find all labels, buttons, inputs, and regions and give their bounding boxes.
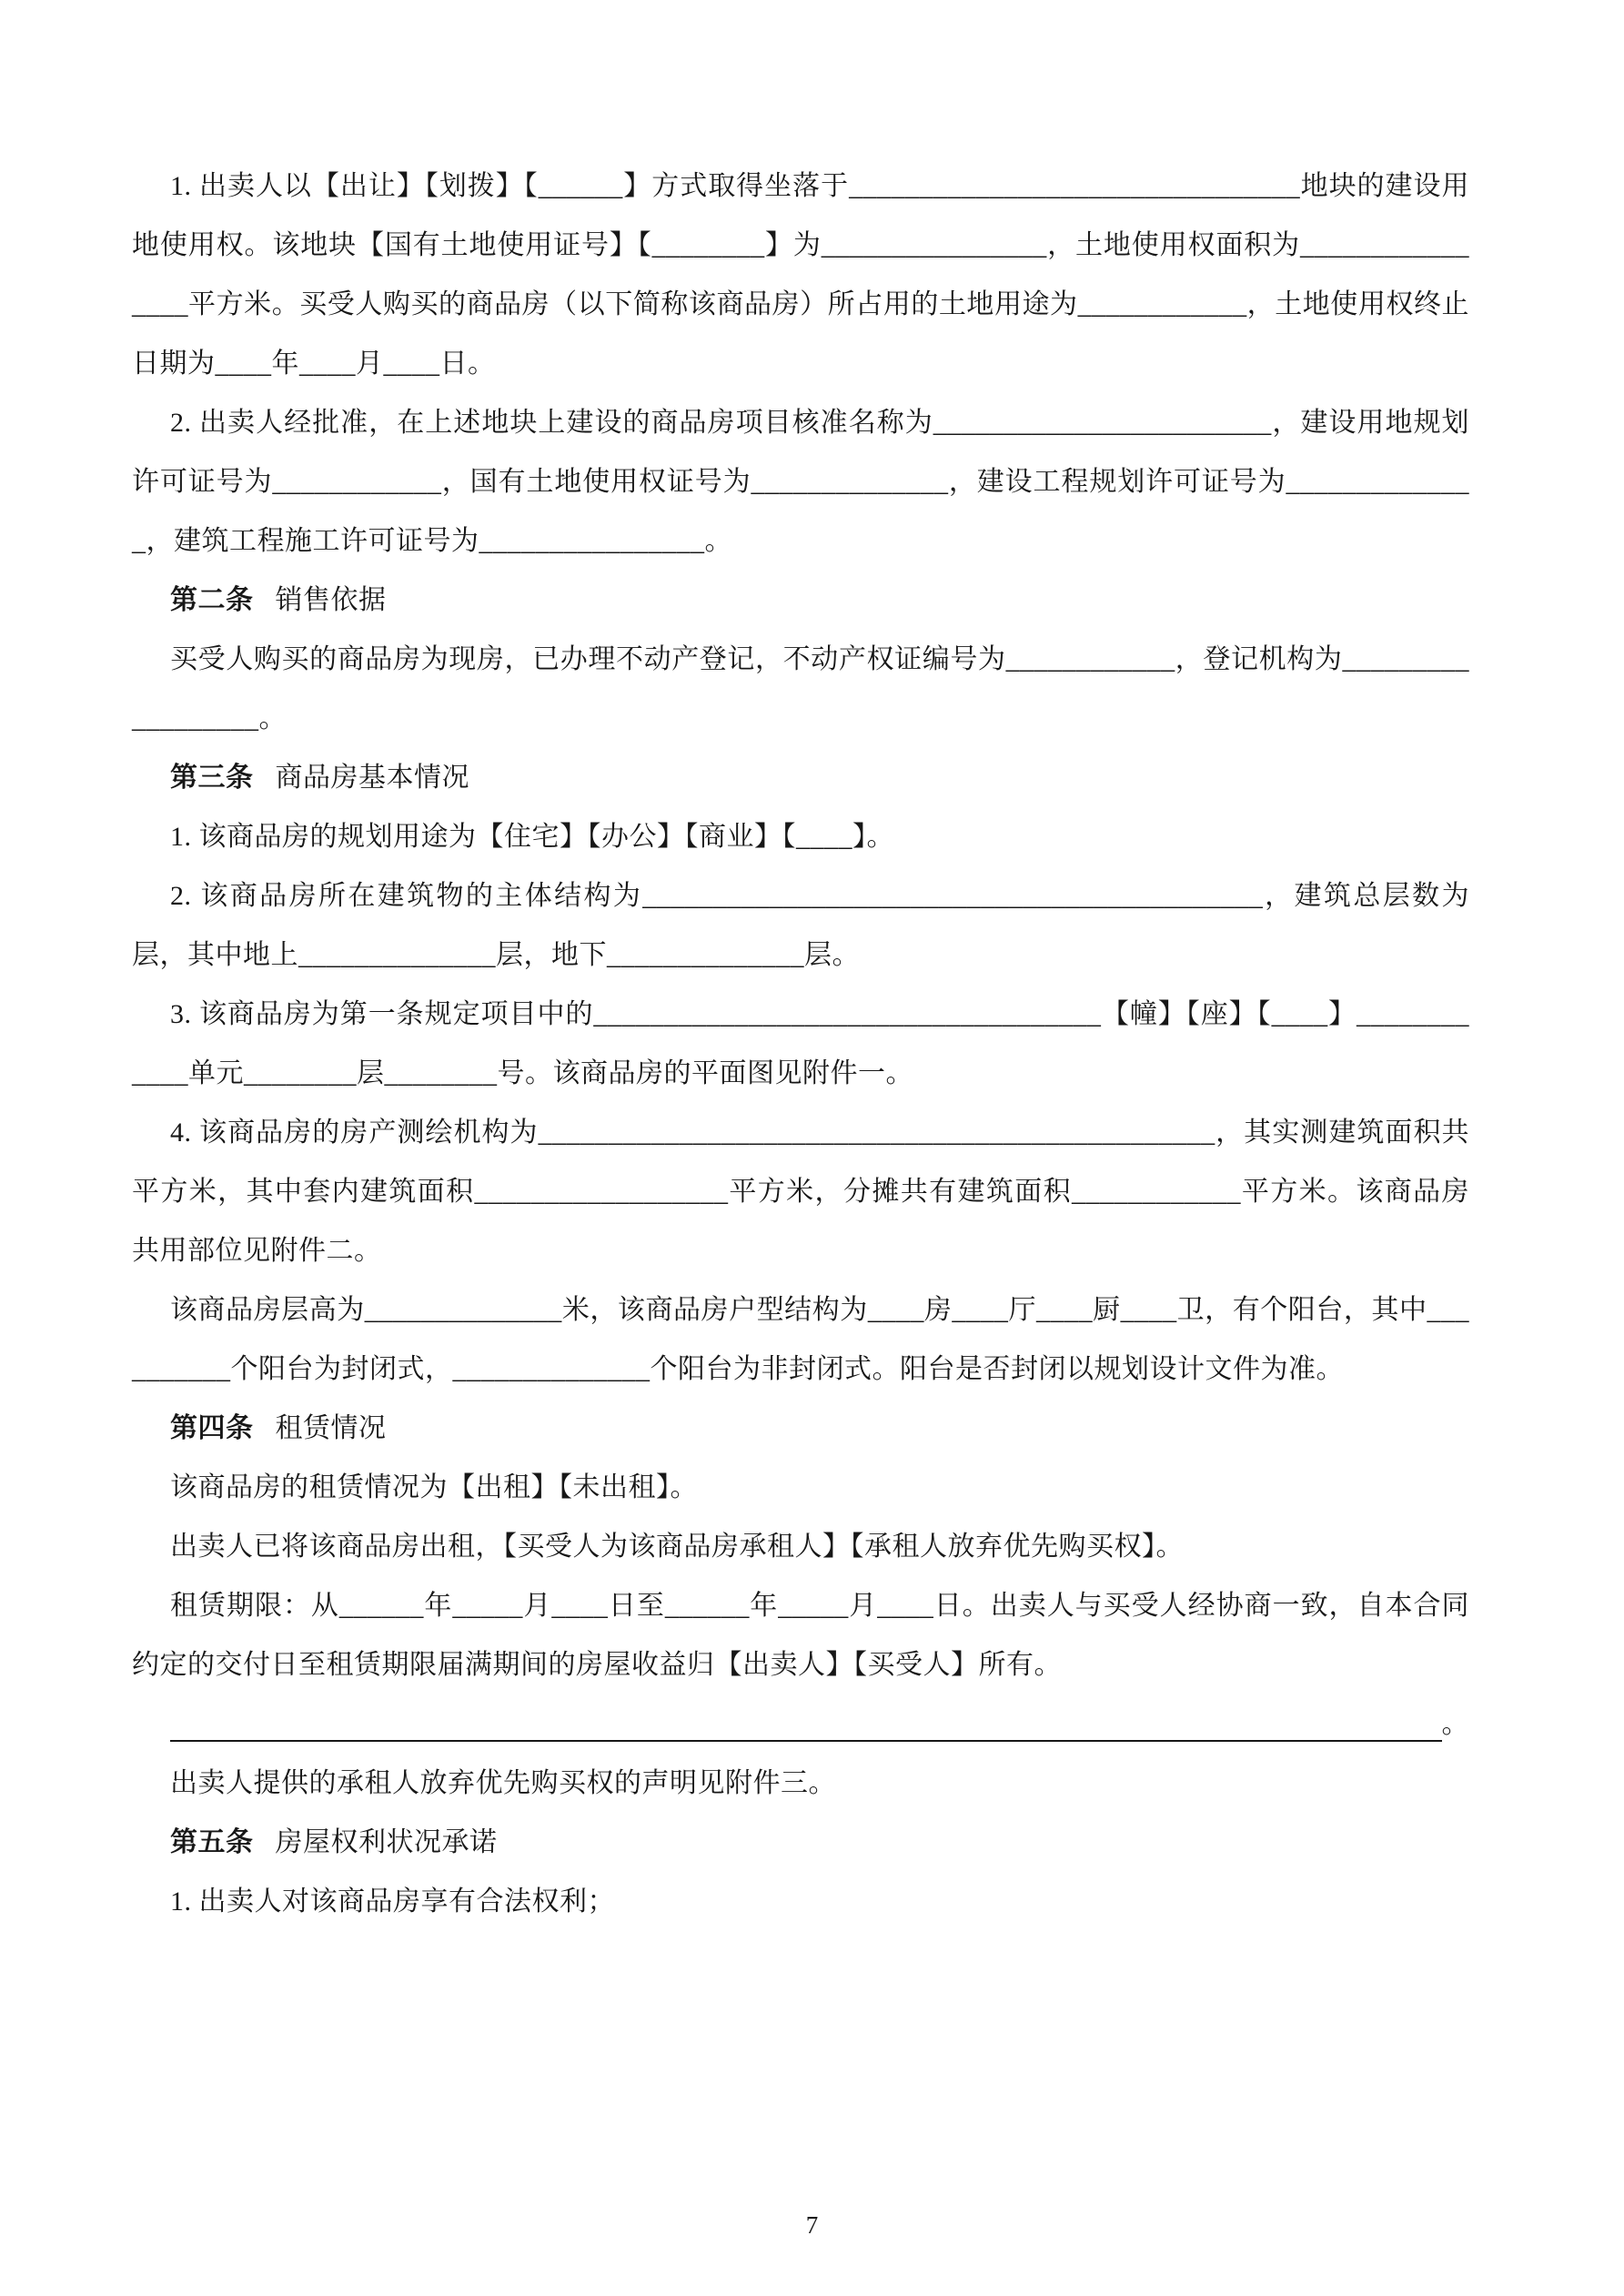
article-heading-5 — [132, 1813, 1469, 1872]
article-number: 第五条 — [170, 1827, 254, 1857]
clause-land-use-paragraph: 1. 出卖人以【出让】【划拨】【______】方式取得坐落于________________________________地块的建设用地使用权。该地块【国有土地使用证号】【________】为________________，土地使用权面积为________________平方米。买受人购买的商品房（以下简称该商品房）所占用的土地用途为____________，土地使用权终止日期为____年____月____日。 — [132, 171, 1469, 379]
clause-surveyed-area-paragraph: 4. 该商品房的房产测绘机构为________________________________________________，其实测建筑面积共平方米，其中套内建筑面积__________________平方米，分摊共有建筑面积____________平方米。该商品房共用部位见附件二。 — [132, 1118, 1469, 1266]
article-heading-4 — [132, 1399, 1469, 1458]
article-number: 第二条 — [170, 585, 254, 615]
article-heading-3 — [132, 748, 1469, 807]
clause-project-approval-paragraph: 2. 出卖人经批准，在上述地块上建设的商品房项目核准名称为________________________，建设用地规划许可证号为____________，国有土地使用权证号为______________，建设工程规划许可证号为______________，建筑工程施工许可证号为________________。 — [132, 408, 1469, 556]
blank-underline — [170, 1740, 1442, 1742]
clause-waiver-statement-paragraph: 出卖人提供的承租人放弃优先购买权的声明见附件三。 — [170, 1768, 836, 1798]
clause-building-structure-paragraph: 2. 该商品房所在建筑物的主体结构为____________________________________________，建筑总层数为层，其中地上______________层，地下______________层。 — [132, 881, 1469, 970]
clause-floor-height-paragraph: 该商品房层高为______________米，该商品房户型结构为____房____厅____厨____卫，有个阳台，其中__________个阳台为封闭式，______________个阳台为非封闭式。阳台是否封闭以规划设计文件为准。 — [132, 1295, 1469, 1384]
clause-lease-status-paragraph: 该商品房的租赁情况为【出租】【未出租】。 — [170, 1472, 698, 1502]
article-title: 商品房基本情况 — [275, 763, 469, 793]
fill-in-line — [132, 1694, 1469, 1754]
article-title: 租赁情况 — [275, 1413, 387, 1443]
clause-sales-basis-paragraph: 买受人购买的商品房为现房，已办理不动产登记，不动产权证编号为____________，登记机构为__________________。 — [132, 644, 1469, 733]
article-heading-2 — [132, 571, 1469, 630]
clause-lease-tenant-paragraph: 出卖人已将该商品房出租，【买受人为该商品房承租人】【承租人放弃优先购买权】。 — [170, 1532, 1184, 1562]
clause-unit-location-paragraph: 3. 该商品房为第一条规定项目中的____________________________________【幢】【座】【____】____________单元________层________号。该商品房的平面图见附件一。 — [132, 999, 1469, 1088]
fill-in-line-period: 。 — [1441, 1709, 1469, 1739]
page-number: 7 — [805, 2211, 819, 2239]
clause-lease-term-paragraph: 租赁期限：从______年_____月____日至______年_____月____日。出卖人与买受人经协商一致，自本合同约定的交付日至租赁期限届满期间的房屋收益归【出卖人】【买受人】所有。 — [132, 1591, 1469, 1680]
article-title: 房屋权利状况承诺 — [275, 1827, 498, 1857]
article-number: 第三条 — [170, 763, 254, 793]
article-title: 销售依据 — [275, 585, 387, 615]
clause-legal-rights-paragraph: 1. 出卖人对该商品房享有合法权利； — [170, 1886, 615, 1917]
article-number: 第四条 — [170, 1413, 254, 1443]
clause-planned-use-paragraph: 1. 该商品房的规划用途为【住宅】【办公】【商业】【____】。 — [170, 822, 894, 852]
